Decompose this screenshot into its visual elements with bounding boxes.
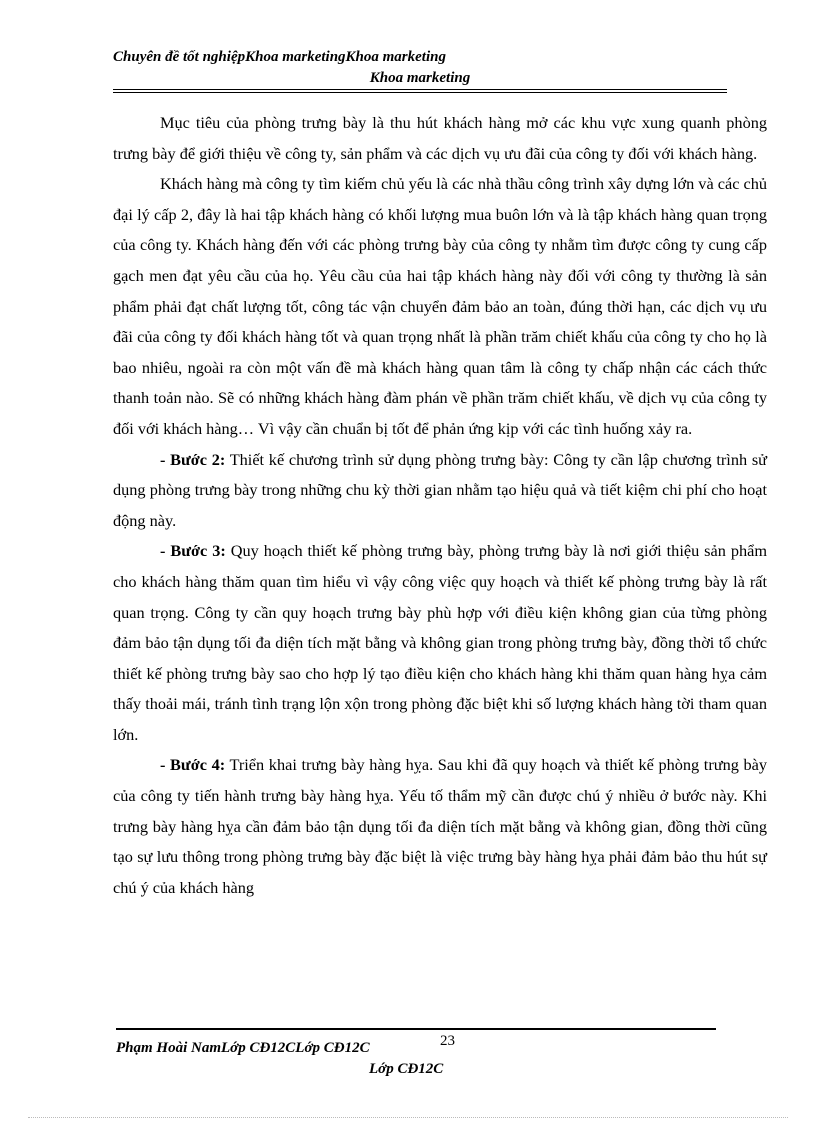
paragraph-step-3 [113, 536, 767, 750]
footer-class: Lớp CĐ12C [369, 1061, 444, 1077]
page-header [113, 47, 727, 89]
footer-author: Phạm Hoài NamLớp CĐ12CLớp CĐ12C [116, 1040, 370, 1056]
header-subtitle: Khoa marketing [369, 70, 471, 86]
page-number: 23 [440, 1033, 455, 1049]
header-divider [113, 89, 727, 93]
paragraph-objective: Mục tiêu của phòng trưng bày là thu hút khách hàng mở các khu vực xung quanh phòng trưng bày để giới thiệu về công ty, sản phẩm và các dịch vụ ưu đãi của công ty đối với khách hàng. [113, 113, 767, 163]
paragraph-step-4 [113, 750, 767, 903]
step-3-text: Quy hoạch thiết kế phòng trưng bày, phòng trưng bày là nơi giới thiệu sản phẩm cho khách hàng thăm quan tìm hiểu vì vậy công việc quy hoạch và thiết kế phòng trưng bày là rất quan trọng. Công ty cần quy hoạch trưng bày phù hợp với điều kiện không gian của từng phòng đảm bảo tận dụng tối đa diện tích mặt bằng và không gian trong phòng trưng bày, đồng thời tổ chức thiết kế phòng trưng bày sao cho hợp lý tạo điều kiện cho khách hàng khi thăm quan hàng hỵa cảm thấy thoải mái, tránh tình trạng lộn xộn trong phòng đặc biệt khi số lượng khách hàng tời tham quan lớn. [113, 541, 767, 744]
page-footer [116, 1038, 536, 1080]
document-body [113, 108, 767, 903]
paragraph-customers: Khách hàng mà công ty tìm kiếm chủ yếu là các nhà thầu công trình xây dựng lớn và các chủ đại lý cấp 2, đây là hai tập khách hàng có khối lượng mua buôn lớn và là tập khách hàng quan trọng của công ty. Khách hàng đến với các phòng trưng bày của công ty nhằm tìm được công ty cung cấp gạch men đạt yêu cầu của họ. Yêu cầu của hai tập khách hàng này đối với công ty thường là sản phẩm phải đạt chất lượng tốt, công tác vận chuyển đảm bảo an toàn, đúng thời hạn, các dịch vụ ưu đãi của công ty đối khách hàng tốt và quan trọng nhất là phần trăm chiết khấu của công ty cho họ là bao nhiêu, ngoài ra còn một vấn đề mà khách hàng quan tâm là công ty chấp nhận các cách thức thanh toản nào. Sẽ có những khách hàng đàm phán về phần trăm chiết khấu, về dịch vụ của công ty đối với khách hàng… Vì vậy cần chuẩn bị tốt để phản ứng kịp với các tình huống xảy ra. [113, 174, 767, 438]
header-title: Chuyên đề tốt nghiệpKhoa marketingKhoa marketing [113, 49, 446, 65]
paragraph-step-2 [113, 445, 767, 537]
step-4-label: - Bước 4: [160, 755, 226, 775]
step-4-text: Triển khai trưng bày hàng hỵa. Sau khi đã quy hoạch và thiết kế phòng trưng bày của công ty tiến hành trưng bày hàng hỵa. Yếu tố thẩm mỹ cần được chú ý nhiều ở bước này. Khi trưng bày hàng hỵa cần đảm bảo tận dụng tối đa diện tích mặt bằng và không gian, đồng thời cũng tạo sự lưu thông trong phòng trưng bày đặc biệt là việc trưng bày hàng hỵa phải đảm bảo thu hút sự chú ý của khách hàng [113, 755, 767, 897]
footer-divider [116, 1028, 716, 1030]
step-2-text: Thiết kế chương trình sử dụng phòng trưng bày: Công ty cần lập chương trình sử dụng phòng trưng bày trong những chu kỳ thời gian nhằm tạo hiệu quả và tiết kiệm chi phí cho hoạt động này. [113, 449, 767, 530]
step-3-label: - Bước 3: [160, 541, 226, 561]
page-bottom-border [28, 1117, 788, 1118]
step-2-label: - Bước 2: [160, 449, 226, 469]
